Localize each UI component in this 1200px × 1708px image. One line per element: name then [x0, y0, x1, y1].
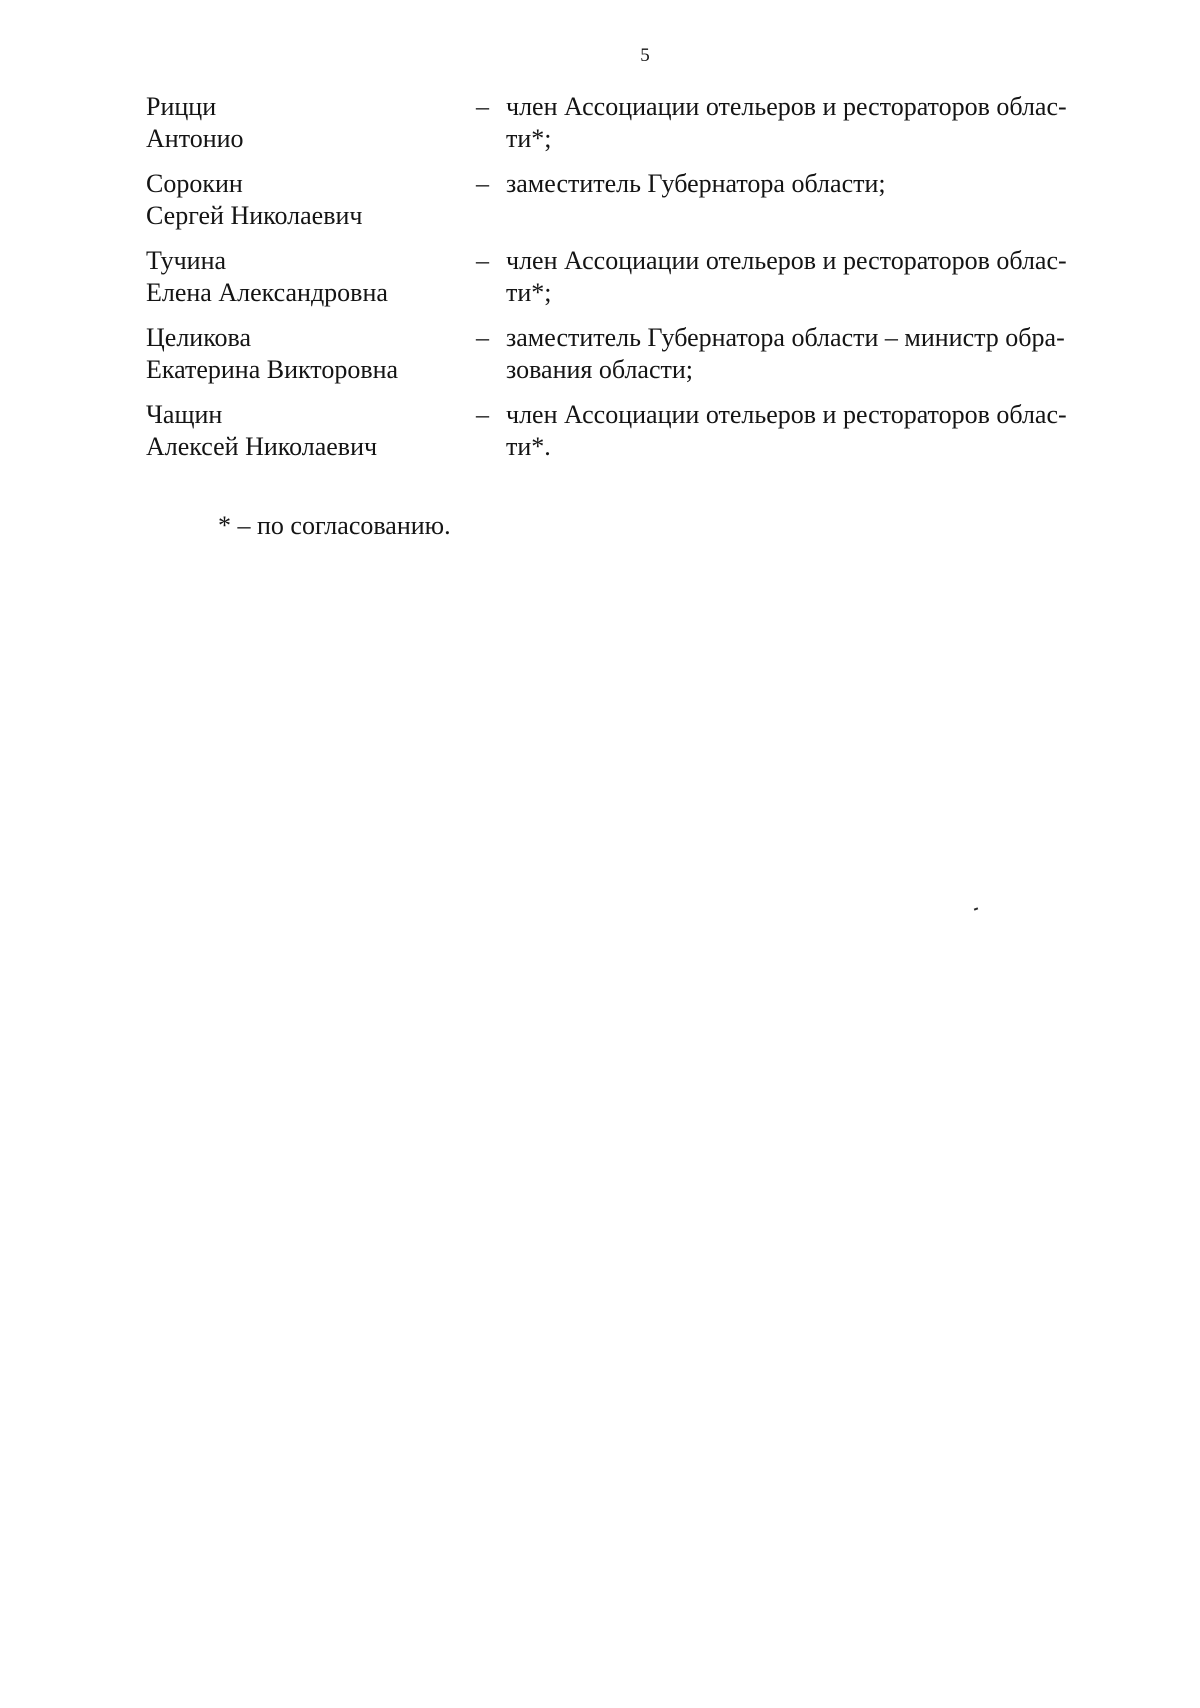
member-name	[146, 399, 476, 463]
footnote: * – по согласованию.	[218, 511, 451, 540]
member-given-names: Елена Александровна	[146, 278, 388, 307]
members-list	[146, 91, 1136, 476]
member-surname: Тучина	[146, 246, 227, 275]
member-dash: –	[476, 246, 489, 275]
member-given-names: Екатерина Викторовна	[146, 355, 399, 384]
member-given-names: Сергей Николаевич	[146, 201, 363, 230]
member-dash: –	[476, 400, 489, 429]
member-given-names: Алексей Николаевич	[146, 432, 378, 461]
member-dash: –	[476, 92, 489, 121]
member-role	[506, 322, 1131, 386]
member-role	[506, 91, 1131, 155]
member-role-line: член Ассоциации отельеров и рестораторов облас-	[506, 246, 1067, 275]
member-row	[146, 322, 1136, 386]
member-surname: Целикова	[146, 323, 251, 352]
member-role-line: заместитель Губернатора области – министр обра-	[506, 323, 1065, 352]
member-role-line: ти*.	[506, 432, 551, 461]
member-surname: Рицци	[146, 92, 217, 121]
member-role-line: ти*;	[506, 124, 552, 153]
member-given-names: Антонио	[146, 124, 244, 153]
member-dash: –	[476, 323, 489, 352]
member-role-line: член Ассоциации отельеров и рестораторов облас-	[506, 92, 1067, 121]
member-row	[146, 399, 1136, 463]
member-row	[146, 91, 1136, 155]
member-surname: Сорокин	[146, 169, 243, 198]
member-dash: –	[476, 169, 489, 198]
member-row	[146, 168, 1136, 232]
member-name	[146, 91, 476, 155]
member-role-line: ти*;	[506, 278, 552, 307]
page-number: 5	[640, 45, 650, 66]
member-role-line: зования области;	[506, 355, 694, 384]
member-role	[506, 399, 1131, 463]
member-name	[146, 245, 476, 309]
member-role-line: член Ассоциации отельеров и рестораторов облас-	[506, 400, 1067, 429]
member-role	[506, 168, 1131, 200]
member-surname: Чащин	[146, 400, 223, 429]
member-role-line: заместитель Губернатора области;	[506, 169, 886, 198]
member-name	[146, 168, 476, 232]
member-role	[506, 245, 1131, 309]
member-row	[146, 245, 1136, 309]
scan-speck	[974, 907, 978, 910]
member-name	[146, 322, 476, 386]
